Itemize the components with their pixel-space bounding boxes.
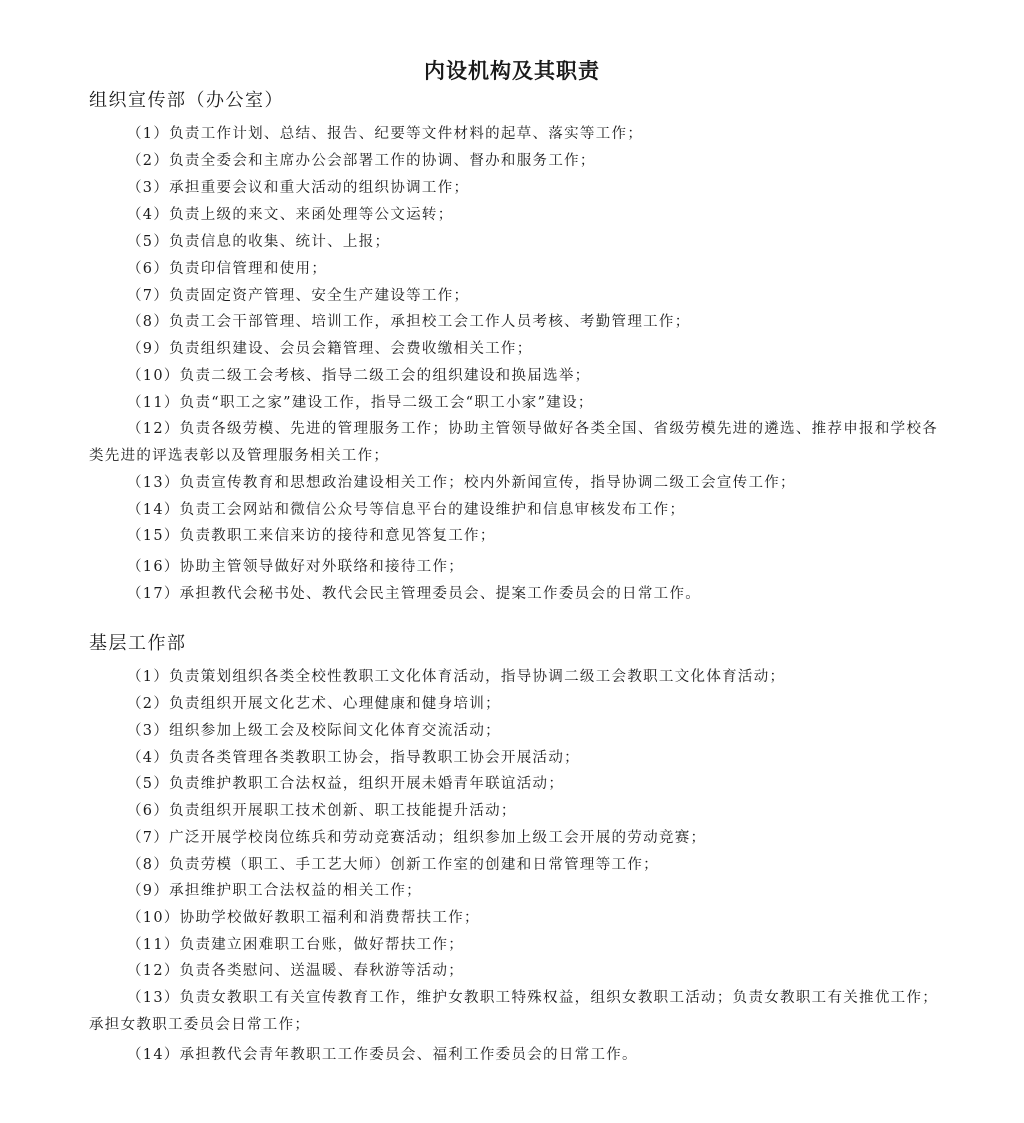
duty-item: （13）负责宣传教育和思想政治建设相关工作；校内外新闻宣传，指导协调二级工会宣传工作； bbox=[127, 475, 796, 491]
duty-item: （3）承担重要会议和重大活动的组织协调工作； bbox=[127, 180, 470, 196]
duty-item: （12）负责各类慰问、送温暖、春秋游等活动； bbox=[127, 963, 465, 979]
duty-item: （10）协助学校做好教职工福利和消费帮扶工作； bbox=[127, 910, 480, 926]
section-heading-grassroots-work: 基层工作部 bbox=[89, 633, 187, 654]
duty-item: （5）负责信息的收集、统计、上报； bbox=[127, 234, 391, 250]
duty-item: （9）承担维护职工合法权益的相关工作； bbox=[127, 883, 422, 899]
duty-item: （15）负责教职工来信来访的接待和意见答复工作； bbox=[127, 528, 496, 544]
duty-item: （12）负责各级劳模、先进的管理服务工作；协助主管领导做好各类全国、省级劳模先进的遴选、推荐申报和学校各类先进的评选表彰以及管理服务相关工作； bbox=[89, 421, 939, 464]
duty-item: （8）负责劳模（职工、手工艺大师）创新工作室的创建和日常管理等工作； bbox=[127, 857, 659, 873]
duty-item: （7）负责固定资产管理、安全生产建设等工作； bbox=[127, 288, 470, 304]
duty-item: （14）负责工会网站和微信公众号等信息平台的建设维护和信息审核发布工作； bbox=[127, 502, 686, 518]
duty-item: （16）协助主管领导做好对外联络和接待工作； bbox=[127, 559, 465, 575]
duty-item: （13）负责女教职工有关宣传教育工作，维护女教职工特殊权益，组织女教职工活动；负责女教职工有关推优工作；承担女教职工委员会日常工作； bbox=[89, 990, 939, 1033]
duty-item: （14）承担教代会青年教职工工作委员会、福利工作委员会的日常工作。 bbox=[127, 1047, 638, 1063]
document-title: 内设机构及其职责 bbox=[424, 58, 600, 83]
duty-item: （6）负责印信管理和使用； bbox=[127, 261, 328, 277]
duty-item: （8）负责工会干部管理、培训工作，承担校工会工作人员考核、考勤管理工作； bbox=[127, 314, 691, 330]
duty-item: （7）广泛开展学校岗位练兵和劳动竞赛活动；组织参加上级工会开展的劳动竞赛； bbox=[127, 830, 707, 846]
duty-item: （6）负责组织开展职工技术创新、职工技能提升活动； bbox=[127, 803, 517, 819]
duty-item: （9）负责组织建设、会员会籍管理、会费收缴相关工作； bbox=[127, 341, 533, 357]
duty-item: （5）负责维护教职工合法权益，组织开展未婚青年联谊活动； bbox=[127, 776, 565, 792]
duty-item: （11）负责“职工之家”建设工作，指导二级工会“职工小家”建设； bbox=[127, 395, 594, 411]
duty-item: （4）负责上级的来文、来函处理等公文运转； bbox=[127, 207, 454, 223]
duty-item: （1）负责策划组织各类全校性教职工文化体育活动，指导协调二级工会教职工文化体育活动； bbox=[127, 669, 786, 685]
section-heading-organization-publicity: 组织宣传部（办公室） bbox=[89, 90, 284, 111]
duty-item: （3）组织参加上级工会及校际间文化体育交流活动； bbox=[127, 723, 501, 739]
duty-item: （2）负责组织开展文化艺术、心理健康和健身培训； bbox=[127, 696, 501, 712]
duty-item: （4）负责各类管理各类教职工协会，指导教职工协会开展活动； bbox=[127, 750, 580, 766]
duty-item: （11）负责建立困难职工台账，做好帮扶工作； bbox=[127, 937, 465, 953]
duty-item: （10）负责二级工会考核、指导二级工会的组织建设和换届选举； bbox=[127, 368, 591, 384]
duty-item: （17）承担教代会秘书处、教代会民主管理委员会、提案工作委员会的日常工作。 bbox=[127, 586, 702, 602]
duty-item: （1）负责工作计划、总结、报告、纪要等文件材料的起草、落实等工作； bbox=[127, 126, 644, 142]
duty-item: （2）负责全委会和主席办公会部署工作的协调、督办和服务工作； bbox=[127, 153, 596, 169]
